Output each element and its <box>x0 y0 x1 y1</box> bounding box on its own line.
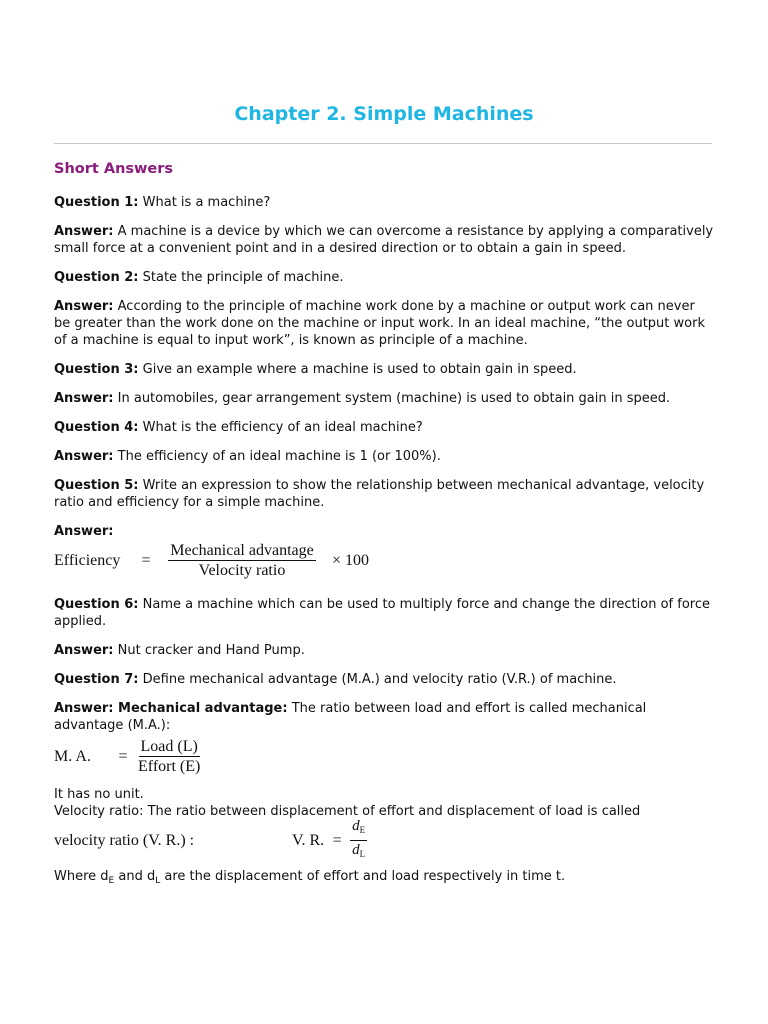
question-label: Question 6: <box>54 597 139 612</box>
question-label: Question 2: <box>54 270 139 285</box>
question-5 <box>54 477 714 511</box>
efficiency-formula <box>54 540 714 580</box>
question-label: Question 5: <box>54 478 139 493</box>
fraction-denominator: Effort (E) <box>138 757 201 775</box>
answer-text: A machine is a device by which we can overcome a resistance by applying a comparatively small force at a convenient point and in a desired direction or to obtain a gain in speed. <box>54 224 714 256</box>
denominator-base: d <box>352 841 360 858</box>
formula-lhs: velocity ratio (V. R.) : <box>54 831 195 849</box>
answer-label: Answer: <box>54 299 114 314</box>
answer-label: Answer: <box>54 224 114 239</box>
question-label: Question 3: <box>54 362 139 377</box>
formula-lhs: Efficiency <box>54 551 121 569</box>
title-divider <box>54 143 712 144</box>
answer-label: Answer: <box>54 524 114 539</box>
fraction-numerator <box>350 818 367 841</box>
answer-7 <box>54 700 714 734</box>
where-text-3: are the displacement of effort and load respectively in time t. <box>160 869 566 884</box>
question-3 <box>54 361 714 378</box>
question-7 <box>54 671 714 688</box>
fraction-denominator <box>350 841 367 863</box>
formula-vr-symbol: V. R. <box>292 831 325 849</box>
answer-text: The efficiency of an ideal machine is 1 (or 100%). <box>117 449 441 464</box>
question-6 <box>54 596 714 630</box>
question-text: Write an expression to show the relationship between mechanical advantage, velocity ratio and efficiency for a simple machine. <box>54 478 705 510</box>
question-text: Name a machine which can be used to multiply force and change the direction of force applied. <box>54 597 710 629</box>
answer-label: Answer: <box>54 643 114 658</box>
question-label: Question 1: <box>54 195 139 210</box>
answer-text: Nut cracker and Hand Pump. <box>117 643 305 658</box>
where-sub-2: L <box>155 876 161 886</box>
question-label: Question 7: <box>54 672 139 687</box>
answer-text: The ratio between load and effort is called mechanical advantage (M.A.): <box>54 701 647 733</box>
answer-label: Answer: Mechanical advantage: <box>54 701 288 716</box>
fraction <box>350 818 367 863</box>
question-text: What is the efficiency of an ideal machine? <box>142 420 423 435</box>
fraction <box>136 738 202 775</box>
answer-6 <box>54 642 714 659</box>
answer-label: Answer: <box>54 391 114 406</box>
answer-1 <box>54 223 714 257</box>
formula-multiplier: × 100 <box>332 551 370 569</box>
fraction <box>158 542 326 579</box>
equals-sign: = <box>332 831 342 849</box>
section-title: Short Answers <box>54 161 174 177</box>
question-2 <box>54 269 714 286</box>
question-text: What is a machine? <box>142 195 271 210</box>
qa-content <box>54 194 714 902</box>
denominator-subscript: L <box>359 848 366 859</box>
answer-4 <box>54 448 714 465</box>
chapter-title: Chapter 2. Simple Machines <box>234 103 534 125</box>
question-1 <box>54 194 714 211</box>
fraction-numerator: Mechanical advantage <box>170 541 314 559</box>
fraction-numerator: Load (L) <box>140 737 198 755</box>
where-line <box>54 868 714 890</box>
question-text: State the principle of machine. <box>142 270 344 285</box>
answer-5 <box>54 523 714 540</box>
equals-sign: = <box>141 551 151 569</box>
answer-text: In automobiles, gear arrangement system (machine) is used to obtain gain in speed. <box>117 391 671 406</box>
formula-lhs: M. A. <box>54 747 91 765</box>
mechanical-advantage-formula <box>54 736 714 776</box>
unit-note: It has no unit. <box>54 787 144 802</box>
question-text: Give an example where a machine is used to obtain gain in speed. <box>142 362 577 377</box>
answer-text: According to the principle of machine work done by a machine or output work can never be greater than the work done on the machine or input work. In an ideal machine, “the output work of a machine is equal to input work”, is known as principle of a machine. <box>54 299 705 348</box>
where-text-2: and d <box>114 869 156 884</box>
fraction-denominator: Velocity ratio <box>198 561 286 579</box>
answer-label: Answer: <box>54 449 114 464</box>
numerator-base: d <box>352 817 360 834</box>
question-4 <box>54 419 714 436</box>
equals-sign: = <box>118 747 128 765</box>
answer-2 <box>54 298 714 349</box>
answer-3 <box>54 390 714 407</box>
velocity-ratio-formula <box>54 817 714 859</box>
question-label: Question 4: <box>54 420 139 435</box>
question-text: Define mechanical advantage (M.A.) and velocity ratio (V.R.) of machine. <box>142 672 617 687</box>
where-sub-1: E <box>108 876 115 886</box>
where-text-1: Where d <box>54 869 109 884</box>
velocity-ratio-definition: Velocity ratio: The ratio between displacement of effort and displacement of load is called <box>54 804 641 819</box>
numerator-subscript: E <box>359 824 366 835</box>
